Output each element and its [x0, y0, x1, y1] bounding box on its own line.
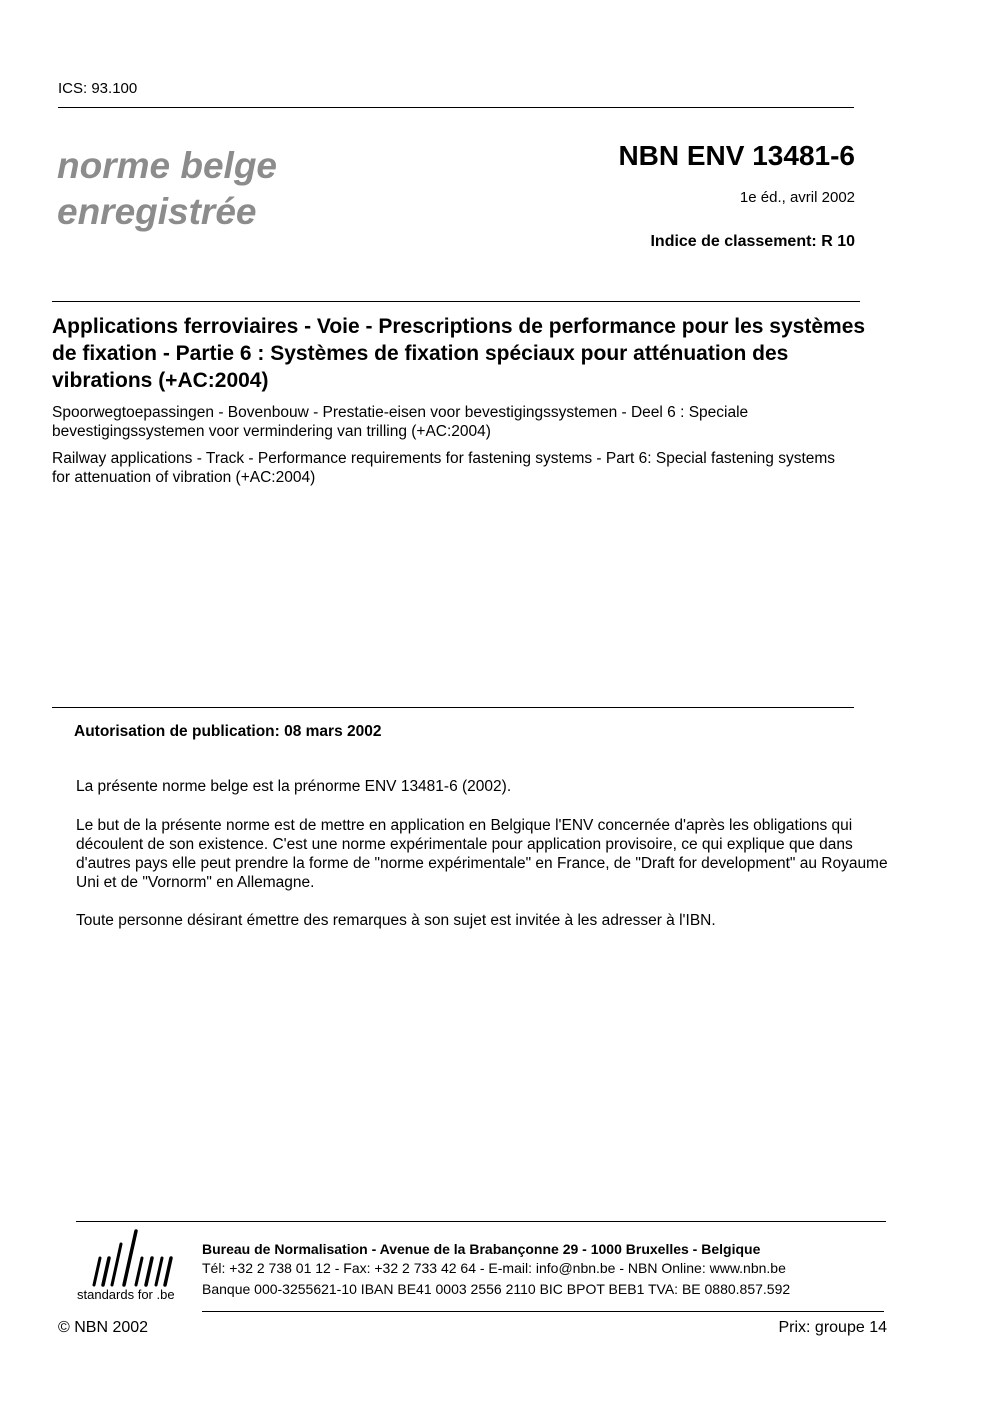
- standard-code: NBN ENV 13481-6: [618, 140, 855, 171]
- price-group: Prix: groupe 14: [778, 1319, 887, 1336]
- bank-details: Banque 000-3255621-10 IBAN BE41 0003 2556 2110 BIC BPOT BEB1 TVA: BE 0880.857.592: [202, 1281, 791, 1297]
- footer-divider-top: [76, 1221, 886, 1222]
- paragraph-3: Toute personne désirant émettre des remarques à son sujet est invitée à les adresser à l'IBN.: [76, 912, 716, 929]
- ics-code: ICS: 93.100: [58, 80, 138, 97]
- edition-date: 1e éd., avril 2002: [739, 189, 855, 206]
- header-divider: [58, 107, 854, 108]
- title-french: Applications ferroviaires - Voie - Prescriptions de performance pour les systèmes de fixation - Partie 6 : Systèmes de fixation spéciaux pour atténuation des vibrations (+AC:2004): [52, 315, 866, 392]
- title-english: Railway applications - Track - Performance requirements for fastening systems - Part 6: Special fastening systems for attenuation of vibration (+AC:2004): [52, 450, 836, 486]
- copyright: © NBN 2002: [58, 1319, 149, 1336]
- footer-divider-bottom: [202, 1311, 884, 1312]
- logo-tagline: standards for .be: [77, 1287, 175, 1302]
- title-dutch: Spoorwegtoepassingen - Bovenbouw - Prestatie-eisen voor bevestigingssystemen - Deel 6 : Speciale bevestigingssystemen voor vermindering van trilling (+AC:2004): [52, 404, 749, 440]
- paragraph-1: La présente norme belge est la prénorme ENV 13481-6 (2002).: [76, 778, 512, 795]
- publication-authorisation: Autorisation de publication: 08 mars 2002: [74, 723, 382, 740]
- norme-line-2: enregistrée: [57, 191, 257, 232]
- body-divider: [52, 707, 854, 708]
- title-divider: [52, 301, 860, 302]
- classification-index: Indice de classement: R 10: [650, 233, 855, 250]
- paragraph-2: Le but de la présente norme est de mettre en application en Belgique l'ENV concernée d'après les obligations qui découlent de son existence. C'est une norme expérimentale pour application provisoire, ce qui explique que dans d'autres pays elle peut prendre la forme de "norme expérimentale" en France, de "Draft for development" au Royaume Uni et de "Vornorm" en Allemagne.: [76, 817, 888, 891]
- norme-belge-label: [57, 143, 277, 235]
- norme-line-1: norme belge: [57, 145, 277, 186]
- contact-details: Tél: +32 2 738 01 12 - Fax: +32 2 733 42 64 - E-mail: info@nbn.be - NBN Online: www.nbn.be: [202, 1260, 786, 1276]
- bureau-address: Bureau de Normalisation - Avenue de la Brabançonne 29 - 1000 Bruxelles - Belgique: [202, 1241, 761, 1257]
